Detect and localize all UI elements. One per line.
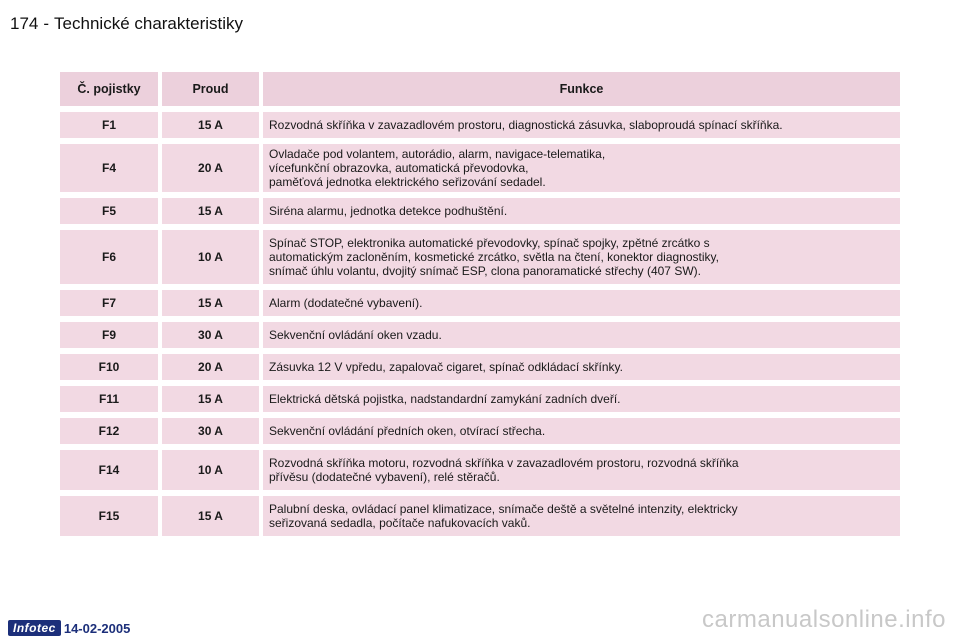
fuse-number-cell: F5 xyxy=(60,198,158,224)
infotec-logo: Infotec xyxy=(8,620,61,636)
fuse-function-cell: Elektrická dětská pojistka, nadstandardní zamykání zadních dveří. xyxy=(263,386,900,412)
fuse-number-cell: F11 xyxy=(60,386,158,412)
fuse-function-cell: Zásuvka 12 V vpředu, zapalovač cigaret, spínač odkládací skřínky. xyxy=(263,354,900,380)
table-header-row xyxy=(60,72,900,106)
fuse-function-cell: Rozvodná skříňka v zavazadlovém prostoru, diagnostická zásuvka, slaboproudá spínací skříňka. xyxy=(263,112,900,138)
header-separator: - xyxy=(43,14,50,33)
table-row xyxy=(60,496,900,536)
fuse-current-cell: 20 A xyxy=(162,354,259,380)
fuse-current-cell: 15 A xyxy=(162,290,259,316)
table-row xyxy=(60,418,900,444)
fuse-number-cell: F7 xyxy=(60,290,158,316)
fuse-number-cell: F10 xyxy=(60,354,158,380)
footer-logo xyxy=(8,620,130,636)
fuse-table-body xyxy=(60,112,900,536)
table-row xyxy=(60,230,900,284)
page-header xyxy=(10,14,243,34)
watermark: carmanualsonline.info xyxy=(702,606,946,633)
table-row xyxy=(60,450,900,490)
fuse-current-cell: 15 A xyxy=(162,386,259,412)
fuse-table xyxy=(56,66,904,542)
page-title: Technické charakteristiky xyxy=(54,14,244,33)
fuse-current-cell: 10 A xyxy=(162,230,259,284)
fuse-current-cell: 15 A xyxy=(162,112,259,138)
fuse-current-cell: 30 A xyxy=(162,322,259,348)
fuse-function-cell: Rozvodná skříňka motoru, rozvodná skříňka v zavazadlovém prostoru, rozvodná skříňka přívěsu (dodatečné vybavení), relé stěračů. xyxy=(263,450,900,490)
fuse-number-cell: F6 xyxy=(60,230,158,284)
column-header-function: Funkce xyxy=(263,72,900,106)
fuse-number-cell: F1 xyxy=(60,112,158,138)
page-number: 174 xyxy=(10,14,39,33)
fuse-function-cell: Sekvenční ovládání předních oken, otvírací střecha. xyxy=(263,418,900,444)
fuse-function-cell: Siréna alarmu, jednotka detekce podhuštění. xyxy=(263,198,900,224)
fuse-function-cell: Ovladače pod volantem, autorádio, alarm, navigace-telematika, vícefunkční obrazovka, automatická převodovka, paměťová jednotka elektrického seřizování sedadel. xyxy=(263,144,900,192)
fuse-function-cell: Spínač STOP, elektronika automatické převodovky, spínač spojky, zpětné zrcátko s automatickým zacloněním, kosmetické zrcátko, světla na čtení, konektor diagnostiky, snímač úhlu volantu, dvojitý snímač ESP, clona panoramatické střechy (407 SW). xyxy=(263,230,900,284)
column-header-current: Proud xyxy=(162,72,259,106)
fuse-function-cell: Palubní deska, ovládací panel klimatizace, snímače deště a světelné intenzity, elektricky seřizovaná sedadla, počítače nafukovacích vaků. xyxy=(263,496,900,536)
fuse-current-cell: 30 A xyxy=(162,418,259,444)
fuse-number-cell: F12 xyxy=(60,418,158,444)
fuse-function-cell: Alarm (dodatečné vybavení). xyxy=(263,290,900,316)
fuse-current-cell: 15 A xyxy=(162,496,259,536)
table-row xyxy=(60,354,900,380)
column-header-fuse: Č. pojistky xyxy=(60,72,158,106)
fuse-number-cell: F9 xyxy=(60,322,158,348)
table-row xyxy=(60,386,900,412)
fuse-current-cell: 10 A xyxy=(162,450,259,490)
fuse-function-cell: Sekvenční ovládání oken vzadu. xyxy=(263,322,900,348)
table-row xyxy=(60,144,900,192)
fuse-number-cell: F15 xyxy=(60,496,158,536)
table-row xyxy=(60,112,900,138)
fuse-number-cell: F4 xyxy=(60,144,158,192)
footer-date: 14-02-2005 xyxy=(63,620,131,636)
table-row xyxy=(60,198,900,224)
table-row xyxy=(60,290,900,316)
fuse-number-cell: F14 xyxy=(60,450,158,490)
table-row xyxy=(60,322,900,348)
fuse-current-cell: 15 A xyxy=(162,198,259,224)
fuse-current-cell: 20 A xyxy=(162,144,259,192)
